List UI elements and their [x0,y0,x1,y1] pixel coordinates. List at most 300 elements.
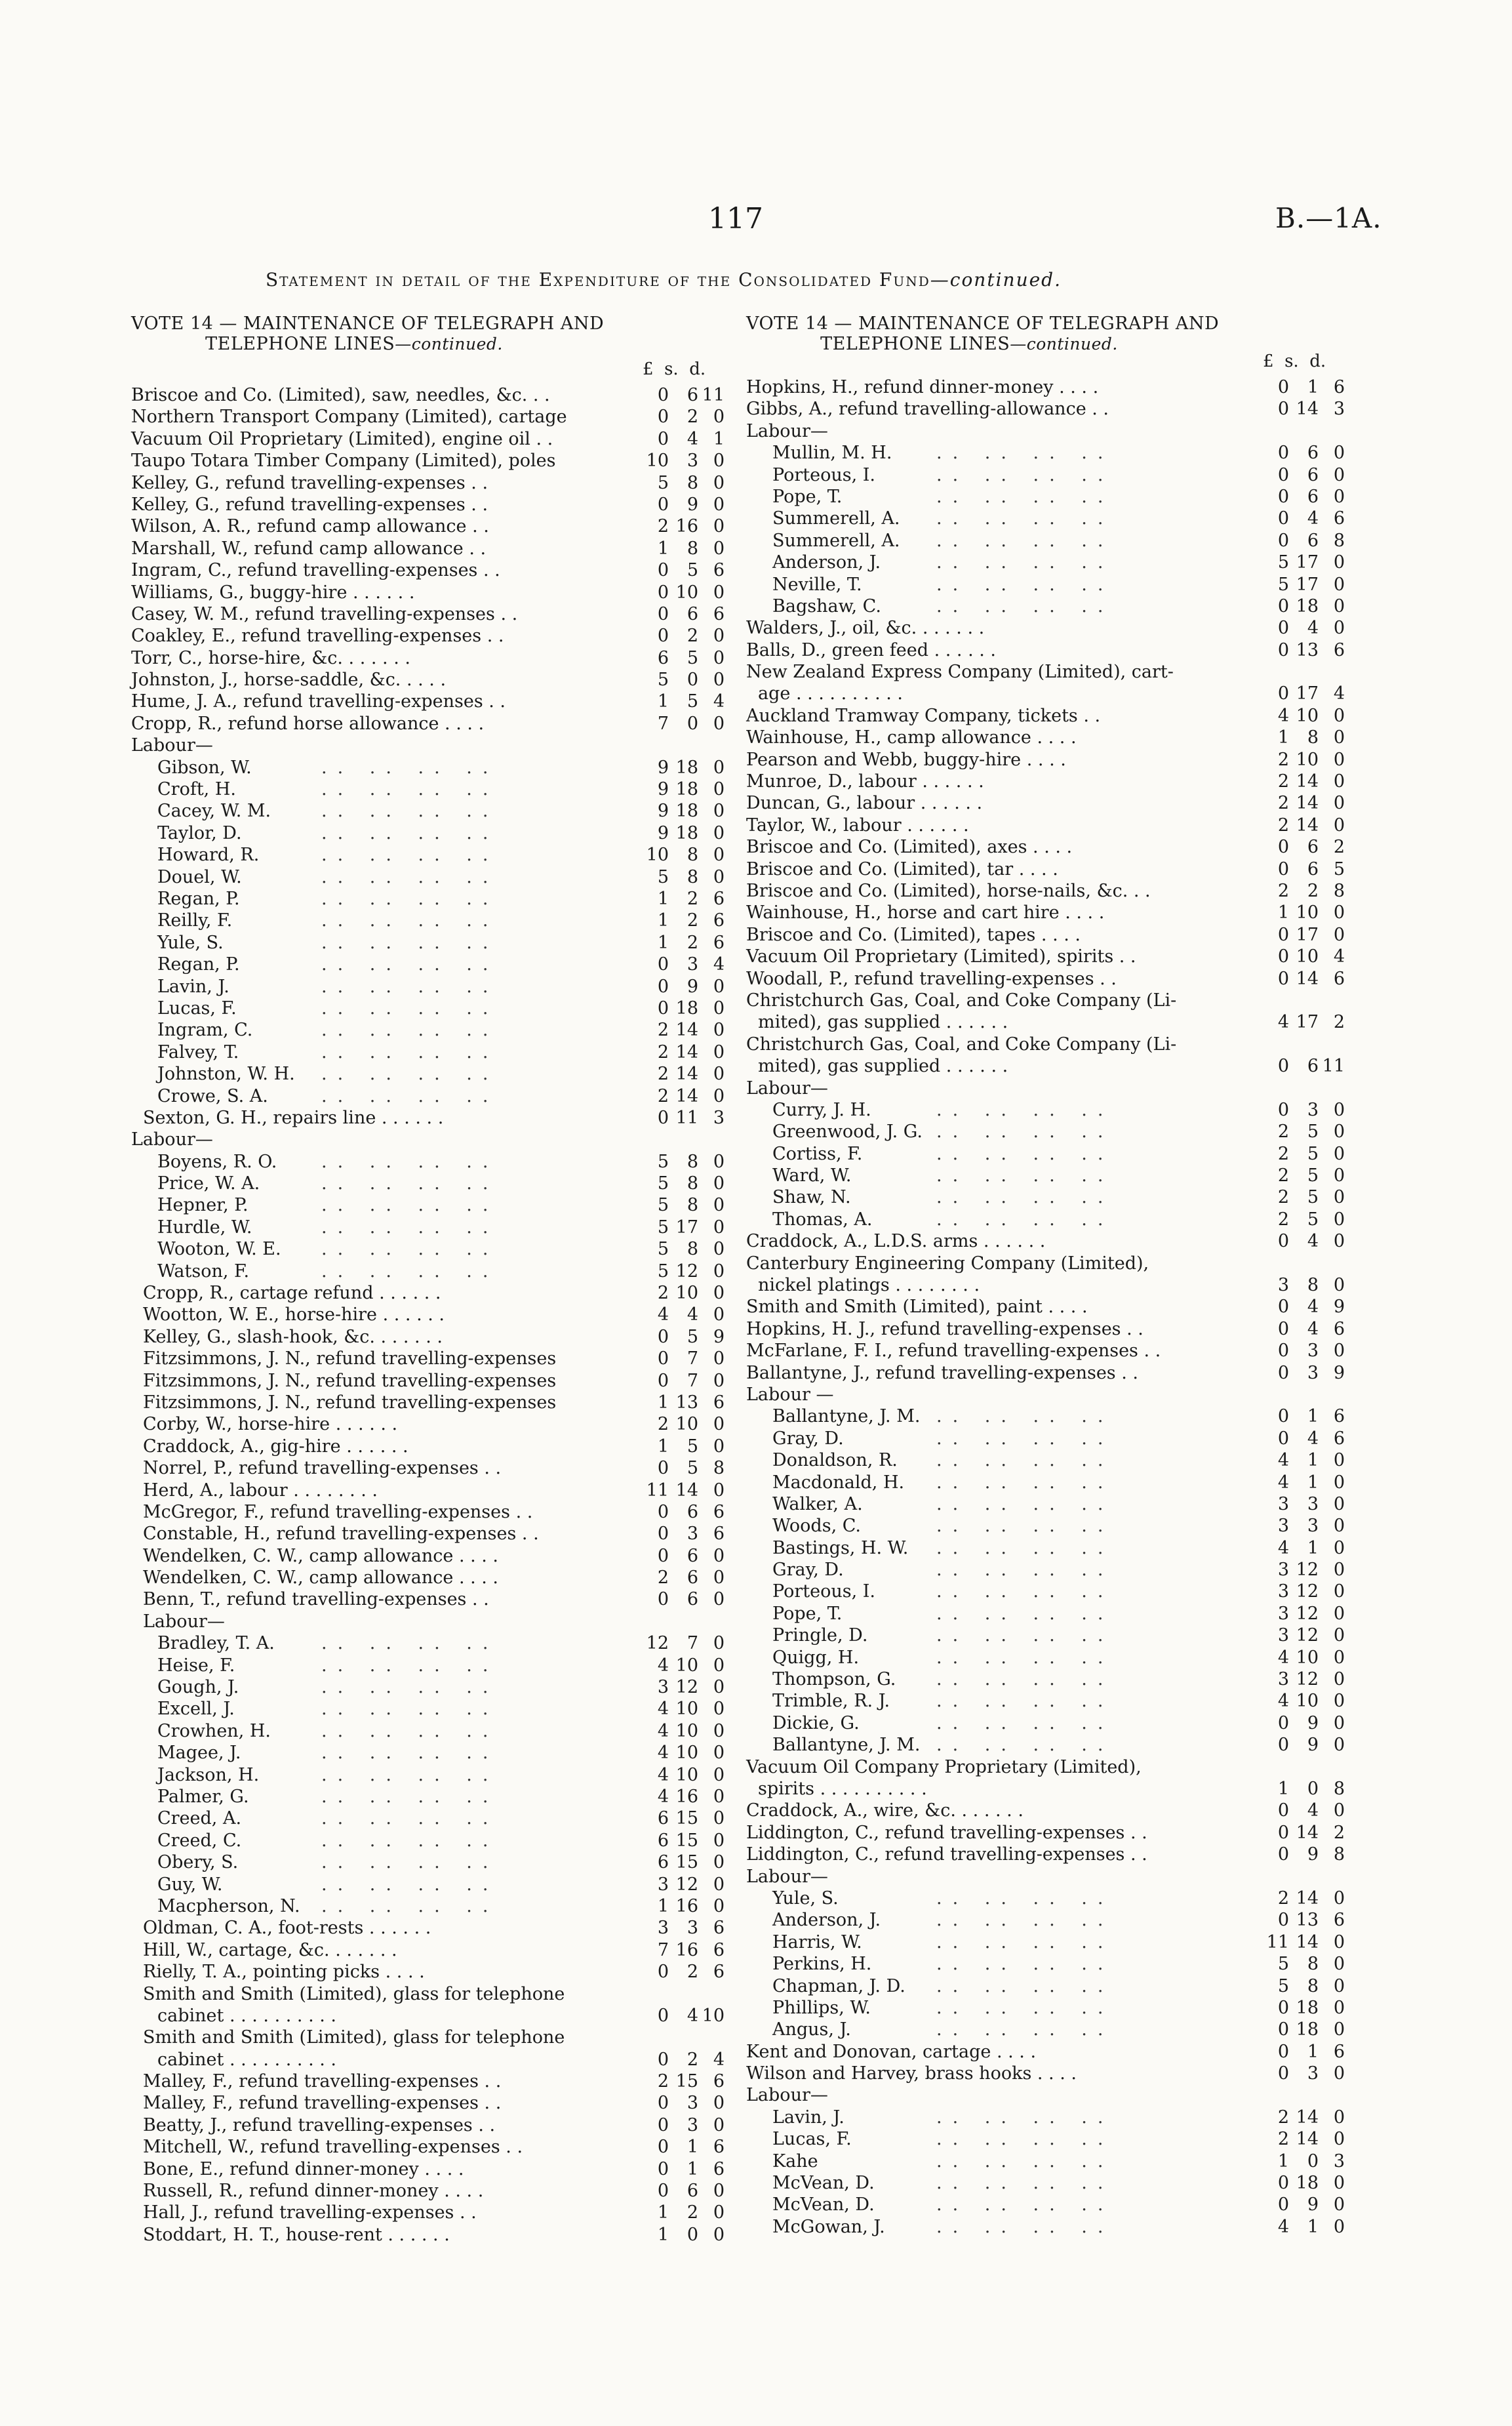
amount-shillings: 8 [686,1151,698,1172]
amount-shillings: 16 [675,1895,698,1916]
ledger-row [746,1384,1366,1405]
leader-dots: .. .. .. .. [321,932,499,953]
entry-description: Labour— [746,1866,828,1887]
leader-dots: .. .. .. .. [321,1808,499,1829]
amount-pounds: 0 [657,2049,669,2070]
amount-pounds: 4 [657,1655,669,1676]
leader-dots: .. .. .. .. [936,2107,1114,2128]
entry-amount [1256,1953,1345,1975]
entry-amount [1256,880,1345,902]
entry-description: Reilly, F. [157,910,233,931]
entry-amount [1256,2019,1345,2040]
amount-pounds: 1 [657,691,669,712]
leader-dots: .. .. .. .. [321,1217,499,1238]
ledger-row [746,2019,1366,2040]
amount-pounds: 11 [646,1480,669,1501]
amount-pounds: 5 [657,1151,669,1172]
entry-amount [1256,1625,1345,1646]
amount-pounds: 0 [1277,464,1289,485]
amount-pounds: 3 [1277,1669,1289,1690]
ledger-row [746,1230,1366,1252]
ledger-row [131,603,744,625]
amount-pounds: 0 [1277,2063,1289,2084]
entry-amount [636,1151,725,1173]
entry-amount [1256,1800,1345,1821]
entry-description: Yule, S. [772,1888,839,1909]
entry-amount [1256,968,1345,990]
ledger-row [131,1588,744,1610]
leader-dots: .. .. .. .. [936,1691,1114,1712]
leader-dots: .. .. .. .. [936,1669,1114,1690]
left-column [131,313,744,2245]
amount-shillings: 8 [1307,1975,1319,1996]
entry-amount [636,1523,725,1545]
entry-description: Regan, P. [157,954,240,975]
entry-description: Johnston, W. H. [157,1064,295,1085]
entry-description: Gray, D. [772,1560,844,1581]
amount-pounds: 0 [1277,859,1289,879]
amount-pence: 6 [1333,968,1345,989]
entry-description: Excell, J. [157,1699,235,1720]
amount-pence: 6 [1333,508,1345,529]
amount-pounds: 6 [657,647,669,668]
ledger-row [746,1734,1366,1756]
entry-description: Northern Transport Company (Limited), cartage [131,407,567,428]
amount-pence: 6 [713,888,725,909]
amount-pence: 0 [1333,793,1345,814]
entry-amount [1256,574,1345,596]
amount-pounds: 0 [1277,1318,1289,1339]
leader-dots: .. .. .. .. [936,530,1114,551]
ledger-row [131,778,744,800]
amount-pounds: 3 [1277,1560,1289,1581]
amount-pounds: 0 [1277,968,1289,989]
statement-title-main: Statement in detail of the Expenditure of the Consolidated Fund [266,269,930,291]
amount-pounds: 0 [1277,1735,1289,1756]
amount-pence: 0 [713,866,725,887]
ledger-row [131,1545,744,1567]
entry-amount [636,1895,725,1917]
amount-shillings: 2 [1307,880,1319,901]
entry-amount [636,1282,725,1304]
entry-description: Beatty, J., refund travelling-expenses . . [143,2114,496,2135]
entry-amount [1256,1472,1345,1493]
amount-pounds: 0 [657,2137,669,2158]
entry-description: Walders, J., oil, &c. . . . . . . [746,618,985,639]
entry-amount [1256,1011,1345,1033]
amount-shillings: 17 [1296,1012,1319,1033]
entry-description: Auckland Tramway Company, tickets . . [746,705,1101,726]
amount-pounds: 0 [1277,618,1289,639]
entry-amount [636,866,725,888]
amount-pounds: 0 [657,1326,669,1347]
amount-shillings: 10 [675,582,698,603]
amount-pounds: 0 [657,954,669,975]
left-rows [131,384,744,2246]
amount-pence: 4 [1333,683,1345,704]
ledger-row [746,530,1366,552]
ledger-row [746,1537,1366,1559]
entry-description: Macdonald, H. [772,1472,905,1493]
leader-dots: .. .. .. .. [321,976,499,997]
right-column [746,313,1366,2237]
amount-pounds: 2 [1277,880,1289,901]
entry-description: Woodall, P., refund travelling-expenses . . [746,968,1117,989]
entry-amount [636,1019,725,1041]
amount-pounds: 0 [1277,1428,1289,1449]
amount-shillings: 10 [675,1655,698,1676]
amount-pounds: 1 [657,1436,669,1457]
amount-pounds: 3 [657,1874,669,1895]
amount-pounds: 9 [657,757,669,778]
amount-pounds: 0 [657,2005,669,2026]
amount-pence: 6 [1333,1318,1345,1339]
entry-amount [1256,486,1345,508]
entry-amount [636,778,725,800]
amount-pence: 3 [1333,399,1345,420]
ledger-row [746,639,1366,661]
ledger-row [746,1186,1366,1208]
entry-amount [636,691,725,712]
amount-pence: 0 [713,494,725,515]
entry-description: Cropp, R., cartage refund . . . . . . [143,1283,441,1304]
leader-dots: .. .. .. .. [936,2129,1114,2150]
leader-dots: .. .. .. .. [936,1888,1114,1909]
amount-shillings: 10 [675,1414,698,1435]
amount-shillings: 3 [1307,1099,1319,1120]
document-code: B.—1A. [1275,202,1382,234]
amount-pence: 3 [713,1107,725,1128]
amount-pounds: 0 [657,560,669,581]
entry-description: Cacey, W. M. [157,801,271,822]
entry-description: Anderson, J. [772,552,881,573]
entry-description: Sexton, G. H., repairs line . . . . . . [143,1107,444,1128]
entry-description: Ingram, C. [157,1020,253,1041]
ledger-row [746,727,1366,748]
ledger-row [131,976,744,998]
amount-pounds: 3 [1277,1516,1289,1537]
amount-pounds: 5 [657,1261,669,1282]
amount-shillings: 4 [1307,1800,1319,1821]
entry-description: Wooton, W. E. [157,1239,281,1260]
entry-description: Anderson, J. [772,1910,881,1931]
amount-shillings: 14 [1296,1822,1319,1843]
leader-dots: .. .. .. .. [321,954,499,975]
amount-pounds: 3 [1277,1603,1289,1624]
amount-shillings: 2 [686,1962,698,1983]
entry-description: Constable, H., refund travelling-expenses . . [143,1524,539,1545]
amount-pounds: 0 [1277,1997,1289,2018]
entry-description: Obery, S. [157,1852,239,1873]
entry-description: Boyens, R. O. [157,1151,277,1172]
leader-dots: .. .. .. .. [321,1830,499,1851]
amount-shillings: 11 [675,1107,698,1128]
amount-pounds: 2 [657,1020,669,1041]
amount-shillings: 10 [1296,749,1319,770]
ledger-row [131,494,744,516]
amount-pence: 0 [713,626,725,647]
amount-shillings: 12 [675,1874,698,1895]
amount-pence: 2 [1333,1012,1345,1033]
entry-amount [1256,1581,1345,1602]
entry-description: Herd, A., labour . . . . . . . . [143,1480,378,1501]
ledger-row [131,1107,744,1129]
amount-pounds: 0 [657,2158,669,2179]
amount-shillings: 4 [686,1304,698,1325]
entry-amount [1256,1209,1345,1230]
entry-amount [1256,1055,1345,1077]
leader-dots: .. .. .. .. [936,1187,1114,1208]
amount-shillings: 0 [686,2224,698,2245]
entry-description: Ballantyne, J., refund travelling-expenses . . [746,1362,1138,1383]
amount-shillings: 15 [675,1808,698,1829]
amount-pounds: 5 [1277,1954,1289,1975]
entry-amount [1256,1405,1345,1427]
amount-pounds: 0 [1277,1406,1289,1427]
ledger-row [746,1975,1366,1997]
amount-pence: 0 [1333,1581,1345,1602]
amount-shillings: 14 [1296,1931,1319,1952]
amount-pence: 0 [1333,1603,1345,1624]
ledger-row [131,2114,744,2136]
ledger-row [131,1939,744,1961]
entry-description: Christchurch Gas, Coal, and Coke Company (Li- [746,990,1177,1011]
entry-amount [636,2202,725,2223]
amount-shillings: 16 [675,1939,698,1960]
leader-dots: .. .. .. .. [936,1931,1114,1952]
leader-dots: .. .. .. .. [321,1195,499,1216]
amount-pence: 0 [713,1764,725,1785]
amount-pounds: 3 [1277,1493,1289,1514]
amount-pounds: 4 [1277,1537,1289,1558]
amount-pence: 0 [713,1239,725,1260]
amount-pence: 0 [713,1217,725,1238]
amount-pounds: 2 [1277,1187,1289,1208]
entry-description: Ward, W. [772,1165,852,1186]
amount-pounds: 0 [657,1962,669,1983]
entry-description: Craddock, A., L.D.S. arms . . . . . . [746,1231,1046,1252]
entry-amount [636,559,725,581]
leader-dots: .. .. .. .. [936,1625,1114,1646]
leader-dots: .. .. .. .. [936,1099,1114,1120]
entry-amount [636,2114,725,2136]
entry-amount [636,910,725,931]
amount-pence: 0 [1333,1975,1345,1996]
left-units-header: £ s. d. [643,359,706,379]
amount-pounds: 2 [1277,815,1289,836]
entry-description: Mitchell, W., refund travelling-expenses . . [143,2137,523,2158]
entry-amount [1256,946,1345,967]
ledger-row [746,2107,1366,2128]
leader-dots: .. .. .. .. [321,822,499,843]
amount-pence: 0 [1333,1931,1345,1952]
ledger-row [746,749,1366,771]
entry-amount [636,472,725,494]
amount-pounds: 1 [657,932,669,953]
amount-pounds: 4 [1277,1450,1289,1471]
amount-pence: 0 [1333,1537,1345,1558]
entry-amount [636,1370,725,1392]
ledger-row [131,1983,744,2005]
amount-pounds: 0 [1277,2019,1289,2040]
entry-description: Malley, F., refund travelling-expenses . . [143,2093,502,2114]
entry-amount [1256,902,1345,923]
amount-pounds: 0 [1277,486,1289,507]
ledger-row [746,2216,1366,2238]
leader-dots: .. .. .. .. [936,464,1114,485]
right-vote-line2: TELEPHONE LINES—continued. [820,334,1118,354]
leader-dots: .. .. .. .. [321,1720,499,1741]
amount-pence: 0 [713,2202,725,2223]
entry-amount [636,1480,725,1501]
amount-shillings: 17 [1296,683,1319,704]
amount-pence: 10 [702,2005,725,2026]
amount-pounds: 1 [657,2202,669,2223]
entry-description: Labour — [746,1384,834,1405]
ledger-row [131,1348,744,1369]
entry-amount [1256,815,1345,836]
amount-shillings: 5 [1307,1165,1319,1186]
entry-description: Kahe [772,2151,818,2172]
amount-pence: 0 [1333,727,1345,748]
amount-pounds: 0 [1277,1712,1289,1733]
amount-pence: 0 [713,1020,725,1041]
amount-pounds: 4 [657,1699,669,1720]
amount-shillings: 18 [675,998,698,1019]
amount-pence: 0 [1333,464,1345,485]
ledger-row [746,2084,1366,2106]
amount-shillings: 8 [1307,727,1319,748]
ledger-row [131,2158,744,2180]
entry-description: Smith and Smith (Limited), paint . . . . [746,1297,1088,1318]
amount-pence: 0 [1333,902,1345,923]
amount-shillings: 18 [675,779,698,800]
amount-pounds: 7 [657,713,669,734]
entry-amount [636,516,725,537]
entry-amount [636,1413,725,1435]
entry-amount [1256,442,1345,464]
ledger-row [746,1428,1366,1449]
leader-dots: .. .. .. .. [936,552,1114,573]
amount-pence: 0 [713,1283,725,1304]
amount-pounds: 5 [1277,552,1289,573]
entry-description: Mullin, M. H. [772,443,892,464]
ledger-row [131,1523,744,1545]
amount-pence: 0 [1333,924,1345,945]
entry-amount [636,1392,725,1413]
amount-shillings: 1 [1307,1450,1319,1471]
ledger-row [746,2041,1366,2063]
entry-amount [636,2136,725,2158]
entry-description: Thompson, G. [772,1669,896,1690]
amount-shillings: 1 [686,2137,698,2158]
entry-amount [1256,1712,1345,1734]
entry-description: Labour— [131,1129,213,1150]
leader-dots: .. .. .. .. [936,2194,1114,2215]
ledger-row [746,1844,1366,1865]
amount-pounds: 1 [1277,727,1289,748]
entry-description: Fitzsimmons, J. N., refund travelling-expenses [143,1392,557,1413]
amount-pounds: 0 [657,1458,669,1479]
leader-dots: .. .. .. .. [936,1560,1114,1581]
entry-amount [1256,1121,1345,1142]
amount-pounds: 0 [1277,683,1289,704]
leader-dots: .. .. .. .. [321,998,499,1019]
entry-description: Casey, W. M., refund travelling-expenses . . [131,603,518,624]
entry-description: McGregor, F., refund travelling-expenses . . [143,1501,533,1522]
amount-pounds: 0 [657,1107,669,1128]
entry-description: Wootton, W. E., horse-hire . . . . . . [143,1304,445,1325]
amount-pence: 0 [1333,2216,1345,2237]
entry-amount [636,1874,725,1895]
entry-description: Watson, F. [157,1261,250,1282]
entry-description: cabinet . . . . . . . . . . [157,2005,337,2026]
entry-description: Porteous, I. [772,1581,875,1602]
entry-amount [1256,2216,1345,2238]
amount-pence: 0 [1333,1669,1345,1690]
ledger-row [131,1019,744,1041]
amount-shillings: 12 [1296,1603,1319,1624]
entry-amount [636,2005,725,2027]
entry-amount [636,428,725,450]
amount-pence: 0 [713,1545,725,1566]
amount-shillings: 2 [686,407,698,428]
ledger-row [131,1413,744,1435]
amount-pence: 11 [702,385,725,405]
amount-pounds: 7 [657,1939,669,1960]
entry-description: Gray, D. [772,1428,844,1449]
ledger-row [746,902,1366,923]
amount-pounds: 6 [657,1852,669,1873]
amount-pounds: 1 [657,1392,669,1413]
entry-amount [636,1961,725,1983]
amount-shillings: 9 [1307,2194,1319,2215]
amount-pounds: 5 [657,670,669,691]
entry-description: Bagshaw, C. [772,596,881,617]
amount-shillings: 12 [1296,1669,1319,1690]
entry-amount [1256,1515,1345,1537]
entry-amount [636,406,725,428]
amount-shillings: 4 [1307,1428,1319,1449]
amount-pence: 0 [1333,552,1345,573]
amount-shillings: 12 [1296,1625,1319,1646]
amount-shillings: 9 [686,494,698,515]
entry-description: Hepner, P. [157,1195,249,1216]
entry-description: Williams, G., buggy-hire . . . . . . [131,582,415,603]
amount-pounds: 0 [1277,399,1289,420]
amount-shillings: 8 [686,538,698,559]
ledger-row [746,2194,1366,2215]
amount-pounds: 0 [657,976,669,997]
entry-description: Craddock, A., wire, &c. . . . . . . [746,1800,1024,1821]
amount-pence: 0 [1333,1122,1345,1142]
amount-pence: 0 [713,1699,725,1720]
amount-shillings: 13 [675,1392,698,1413]
ledger-row [131,1830,744,1851]
amount-shillings: 5 [1307,1209,1319,1230]
amount-pence: 9 [1333,1297,1345,1318]
leader-dots: .. .. .. .. [321,1239,499,1260]
entry-amount [636,1304,725,1325]
amount-pounds: 10 [646,451,669,472]
entry-description: Hopkins, H. J., refund travelling-expenses . . [746,1318,1144,1339]
ledger-row [131,428,744,450]
ledger-row [746,705,1366,727]
entry-description: Benn, T., refund travelling-expenses . . [143,1589,489,1610]
ledger-row [746,968,1366,990]
amount-pence: 0 [713,538,725,559]
leader-dots: .. .. .. .. [936,1122,1114,1142]
